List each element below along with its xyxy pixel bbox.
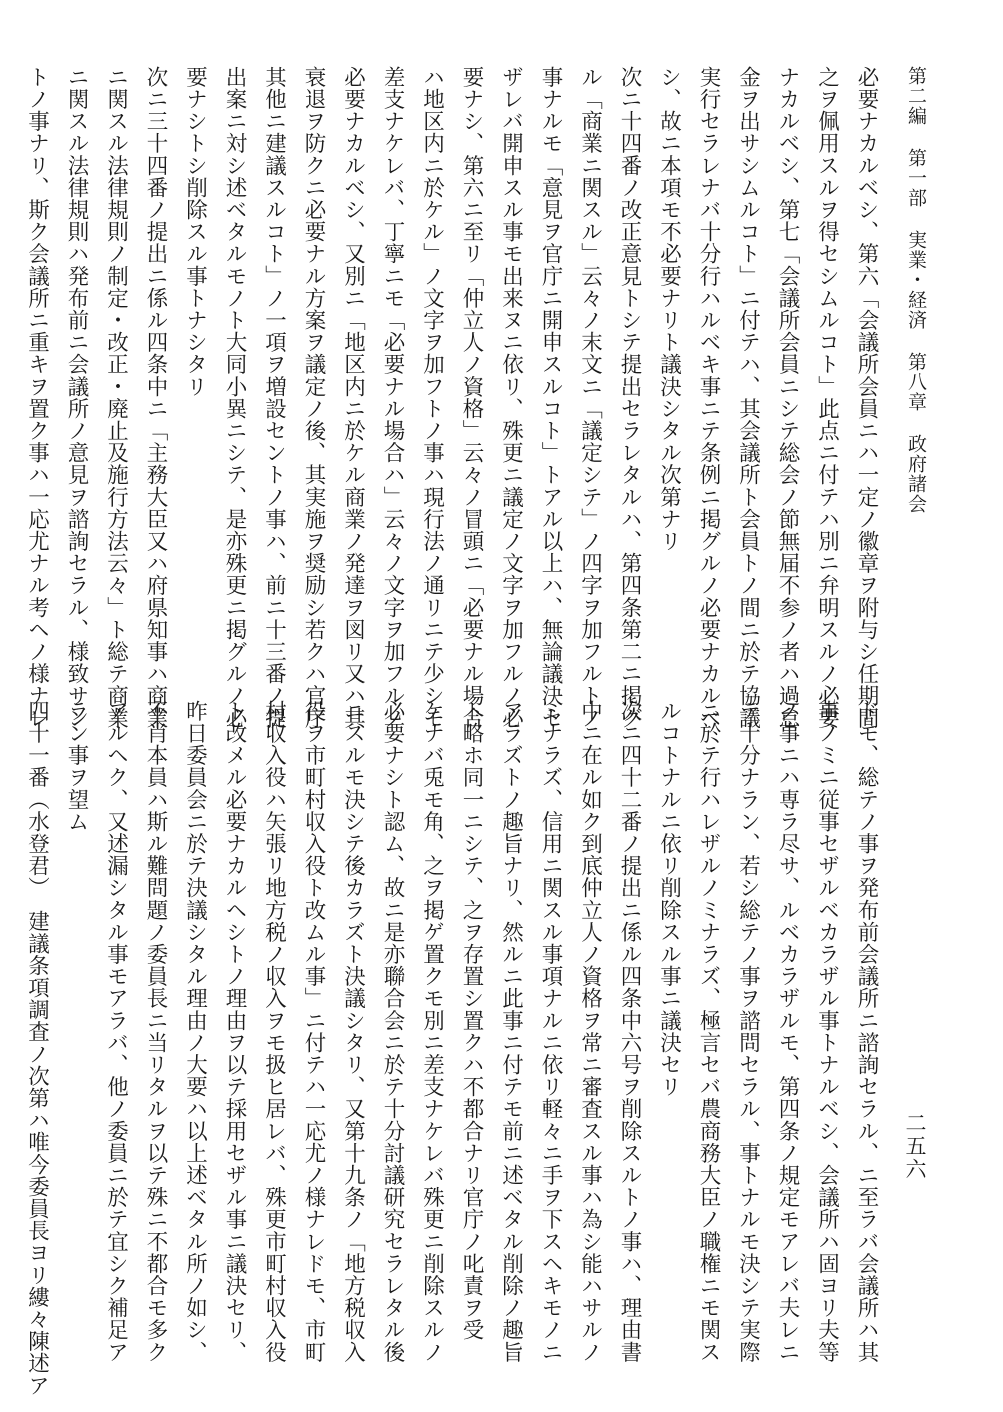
text-line: ニ関スル法律規則ノ制定・改正・廃止及施行方法云々」ト総テ商業 [103, 66, 129, 729]
text-line: 要ナシ、第六ニ至リ「仲立人ノ資格」云々ノ冒頭ニ「必要ナル場合 [459, 66, 484, 729]
text-line: 其他ニ建議スルコト」ノ一項ヲ増設セントノ事ハ、前ニ十三番ノ提 [261, 66, 287, 729]
text-line: 次ニ十四番ノ改正意見トシテ提出セラレタルハ、第四条第二ニ掲グ [617, 66, 642, 729]
page-number: 二五六 [903, 1112, 927, 1181]
running-header [892, 66, 930, 636]
text-line: アラズトノ趣旨ナリ、然ルニ此事ニ付テモ前ニ述ベタル削除ノ趣旨 [498, 700, 524, 1363]
text-line: 不肖本員ハ斯ル難問題ノ委員長ニ当リタルヲ以テ殊ニ不都合モ多ク [143, 700, 168, 1363]
text-line: ル「商業ニ関スル」云々ノ末文ニ「議定シテ」ノ四字ヲ加フルトノ [577, 66, 603, 729]
header-part: 第二編 [905, 66, 927, 126]
text-line: 之ヲ佩用スルヲ得セシムルコト」此点ニ付テハ別ニ弁明スルノ必要 [814, 66, 840, 729]
text-line: シ、故ニ本項モ不必要ナリト議決シタル次第ナリ [656, 66, 682, 553]
text-line: 出案ニ対シ述ベタルモノト大同小異ニシテ、是亦殊更ニ掲グルノ必 [222, 66, 247, 729]
text-line: ニ於テ行ハレザルノミナラズ、極言セバ農商務大臣ノ職権ニモ関ス [696, 700, 721, 1363]
text-line: 要ナシトシ削除スル事トナシタリ [182, 66, 208, 398]
text-line: ニスルモ決シテ後カラズト決議シタリ、又第十九条ノ「地方税収入 [340, 700, 366, 1363]
text-line: ニ関スル法律規則ハ発布前ニ会議所ノ意見ヲ諮詢セラル、様致サン [64, 66, 89, 729]
text-line: ナカルベシ、第七「会議所会員ニシテ総会ノ節無届不参ノ者ハ過怠 [775, 66, 800, 729]
text-line: 昨日委員会ニ於テ決議シタル理由ノ大要ハ以上述ベタル所ノ如シ、 [182, 700, 208, 1363]
text-line: 四十一番（水登君） 建議条項調査ノ次第ハ唯今委員長ヨリ縷々陳述ア [24, 700, 50, 1397]
text-line: 中ニ在ル如ク到底仲立人ノ資格ヲ常ニ審査スル事ハ為シ能ハサルノ [577, 700, 603, 1363]
text-line: ドモ、総テノ事ヲ発布前会議所ニ諮詢セラル、ニ至ラバ会議所ハ其 [854, 700, 879, 1363]
text-line: 実行セラレナバ十分行ハルベキ事ニテ条例ニ掲グルノ必要ナカルベ [696, 66, 721, 729]
text-line: 村収入役ハ矢張リ地方税ノ収入ヲモ扱ヒ居レバ、殊更市町村収入役 [261, 700, 287, 1363]
text-line: 次ニ三十四番ノ提出ニ係ル四条中ニ「主務大臣又ハ府県知事ハ商業 [143, 66, 168, 729]
header-topic: 実業・経済 [905, 230, 927, 330]
text-line: ケナバ兎モ角、之ヲ掲ゲ置クモ別ニ差支ナケレバ殊更ニ削除スルノ [419, 700, 445, 1363]
text-block-bottom [24, 700, 886, 1397]
text-line: 差支ナケレバ、丁寧ニモ「必要ナル場合ハ」云々ノ文字ヲ加フルノ [380, 66, 405, 729]
text-line: 必要ナカルベシ、第六「会議所会員ニハ一定ノ徽章ヲ附与シ任期間 [854, 66, 879, 729]
text-line: 衰退ヲ防クニ必要ナル方案ヲ議定ノ後、其実施ヲ奨励シ若クハ官庁 [301, 66, 326, 729]
text-line: 事ノミニ従事セザルベカラザル事トナルベシ、会議所ハ固ヨリ夫等 [814, 700, 840, 1363]
text-block-top [24, 66, 886, 729]
text-line: ト略ホ同一ニシテ、之ヲ存置シ置クハ不都合ナリ官庁ノ叱責ヲ受 [459, 700, 484, 1341]
header-chapter-title: 政府諸会 [905, 434, 927, 514]
header-section: 第一部 [905, 148, 927, 208]
text-line: 事ナルモ「意見ヲ官庁ニ開申スルコト」トアル以上ハ、無論議決セ [538, 66, 563, 729]
text-line: アルヘク、又述漏シタル事モアラバ、他ノ委員ニ於テ宜シク補足ア [103, 700, 129, 1363]
text-line: 役ヲ市町村収入役ト改ムル事」ニ付テハ一応尤ノ様ナレドモ、市町 [301, 700, 326, 1363]
text-line: 必要ナシト認ム、故ニ是亦聯合会ニ於テ十分討議研究セラレタル後 [380, 700, 405, 1363]
text-line: テ十分ナラン、若シ総テノ事ヲ諮問セラル、事トナルモ決シテ実際 [735, 700, 761, 1363]
header-chapter: 第八章 [905, 352, 927, 412]
text-line: 次ニ四十二番ノ提出ニ係ル四条中六号ヲ削除スルトノ事ハ、理由書 [617, 700, 642, 1363]
text-line: ミナラズ、信用ニ関スル事項ナルニ依リ軽々ニ手ヲ下スヘキモノニ [538, 700, 563, 1363]
text-line: ト改メル必要ナカルヘシトノ理由ヲ以テ採用セザル事ニ議決セリ、 [222, 700, 247, 1363]
text-line: ノ事ニハ専ラ尽サ、ルベカラザルモ、第四条ノ規定モアレバ夫レニ [775, 700, 800, 1363]
text-line: 金ヲ出サシムルコト」ニ付テハ、其会議所ト会員トノ間ニ於テ協議 [735, 66, 761, 729]
text-line: ハ地区内ニ於ケル」ノ文字ヲ加フトノ事ハ現行法ノ通リニテ少シモ [419, 66, 445, 729]
text-line: ルコトナルニ依リ削除スル事ニ議決セリ [656, 700, 682, 1098]
text-line: 必要ナカルベシ、又別ニ「地区内ニ於ケル商業ノ発達ヲ図リ又ハ其 [340, 66, 366, 729]
text-line: ザレバ開申スル事モ出来ヌニ依リ、殊更ニ議定ノ文字ヲ加フルノ必 [498, 66, 524, 729]
text-line: トノ事ナリ、斯ク会議所ニ重キヲ置ク事ハ一応尤ナル考ヘノ様ナレ [24, 66, 50, 729]
text-line: ラン事ヲ望ム [64, 700, 89, 833]
